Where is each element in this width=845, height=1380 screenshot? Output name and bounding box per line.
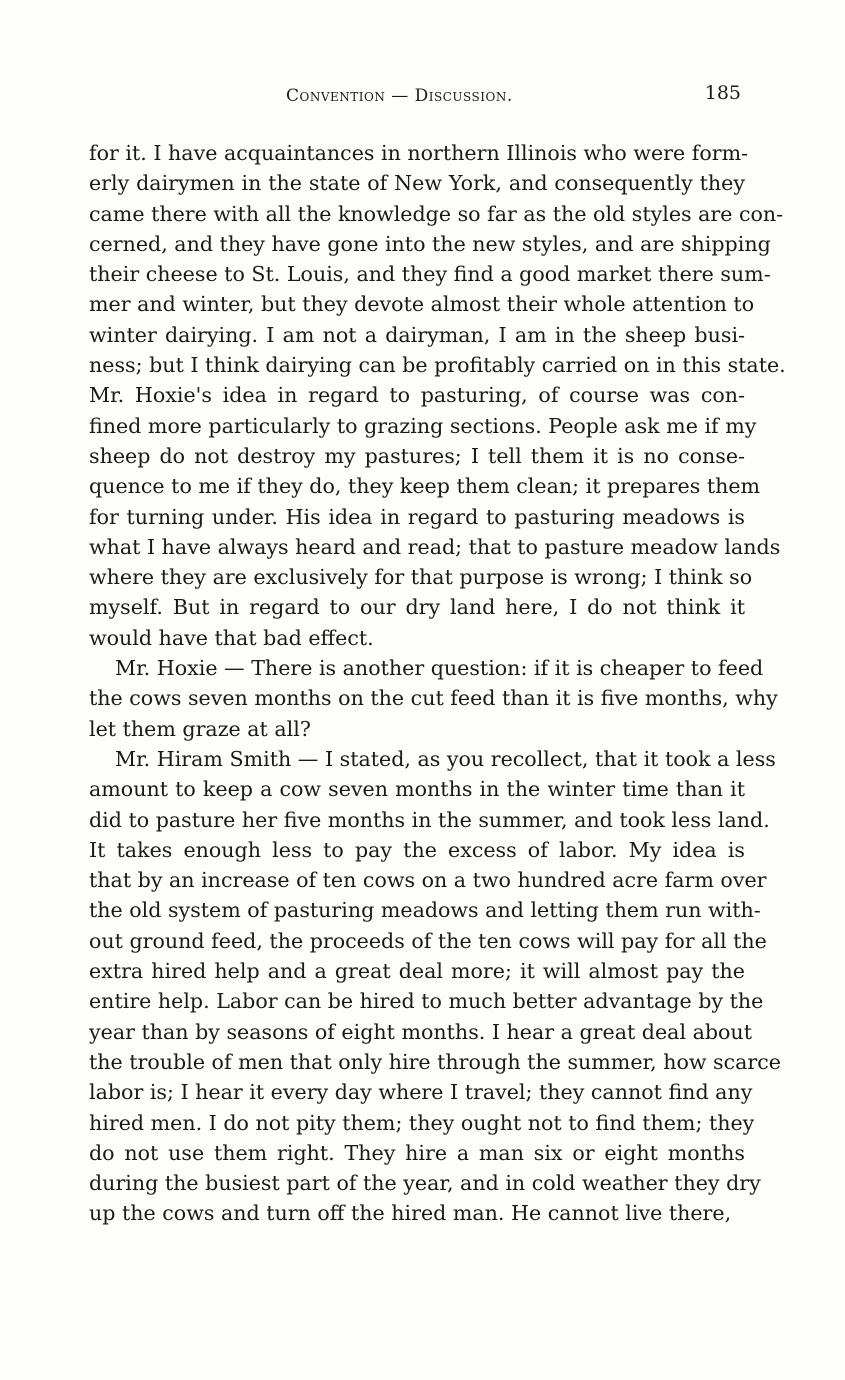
text-line: mer and winter, but they devote almost their whole attention to xyxy=(89,292,755,317)
text-line: erly dairymen in the state of New York, and consequently they xyxy=(89,171,745,196)
text-line: myself. But in regard to our dry land here, I do not think it xyxy=(89,595,745,620)
text-line: hired men. I do not pity them; they ought not to find them; they xyxy=(89,1110,755,1135)
text-line: out ground feed, the proceeds of the ten cows will pay for all the xyxy=(89,928,767,953)
text-line: let them graze at all? xyxy=(89,716,311,741)
paragraph xyxy=(89,138,786,653)
text-line: ness; but I think dairying can be profitably carried on in this state. xyxy=(89,353,786,378)
text-line: extra hired help and a great deal more; it will almost pay the xyxy=(89,959,745,984)
text-line: amount to keep a cow seven months in the winter time than it xyxy=(89,777,745,802)
text-line: where they are exclusively for that purpose is wrong; I think so xyxy=(89,565,753,590)
text-line: their cheese to St. Louis, and they find a good market there sum- xyxy=(89,262,771,287)
text-line: came there with all the knowledge so far as the old styles are con- xyxy=(89,201,784,226)
text-line: cerned, and they have gone into the new styles, and are shipping xyxy=(89,231,771,256)
text-line: during the busiest part of the year, and in cold weather they dry xyxy=(89,1171,761,1196)
text-line: for turning under. His idea in regard to pasturing meadows is xyxy=(89,504,745,529)
text-line: year than by seasons of eight months. I hear a great deal about xyxy=(89,1019,752,1044)
text-line: winter dairying. I am not a dairyman, I am in the sheep busi- xyxy=(89,322,745,347)
text-line: for it. I have acquaintances in northern Illinois who were form- xyxy=(89,141,749,165)
text-line: entire help. Labor can be hired to much better advantage by the xyxy=(89,989,764,1014)
text-line: the cows seven months on the cut feed than it is five months, why xyxy=(89,686,778,711)
paragraph xyxy=(89,744,781,1229)
paragraph xyxy=(89,653,778,744)
text-line: would have that bad effect. xyxy=(89,625,374,650)
page-header xyxy=(86,82,741,112)
text-line: that by an increase of ten cows on a two hundred acre farm over xyxy=(89,868,767,893)
text-line: It takes enough less to pay the excess of labor. My idea is xyxy=(89,837,745,862)
text-line: up the cows and turn off the hired man. He cannot live there, xyxy=(89,1201,732,1226)
running-head: Convention — Discussion. xyxy=(286,86,513,106)
page-number: 185 xyxy=(704,82,741,104)
text-line: what I have always heard and read; that to pasture meadow lands xyxy=(89,534,781,559)
text-line: sheep do not destroy my pastures; I tell them it is no conse- xyxy=(89,443,745,468)
text-line: the old system of pasturing meadows and letting them run with- xyxy=(89,898,761,923)
text-line: labor is; I hear it every day where I travel; they cannot find any xyxy=(89,1080,753,1105)
text-line: did to pasture her five months in the summer, and took less land. xyxy=(89,807,770,832)
text-line: Mr. Hoxie's idea in regard to pasturing, of course was con- xyxy=(89,383,745,408)
text-line: fined more particularly to grazing sections. People ask me if my xyxy=(89,413,757,438)
text-line: Mr. Hiram Smith — I stated, as you recollect, that it took a less xyxy=(115,746,776,771)
body-text xyxy=(89,138,786,1229)
text-line: quence to me if they do, they keep them clean; it prepares them xyxy=(89,474,761,499)
text-line: Mr. Hoxie — There is another question: if it is cheaper to feed xyxy=(115,656,764,681)
text-line: do not use them right. They hire a man six or eight months xyxy=(89,1140,745,1165)
text-line: the trouble of men that only hire through the summer, how scarce xyxy=(89,1049,781,1074)
